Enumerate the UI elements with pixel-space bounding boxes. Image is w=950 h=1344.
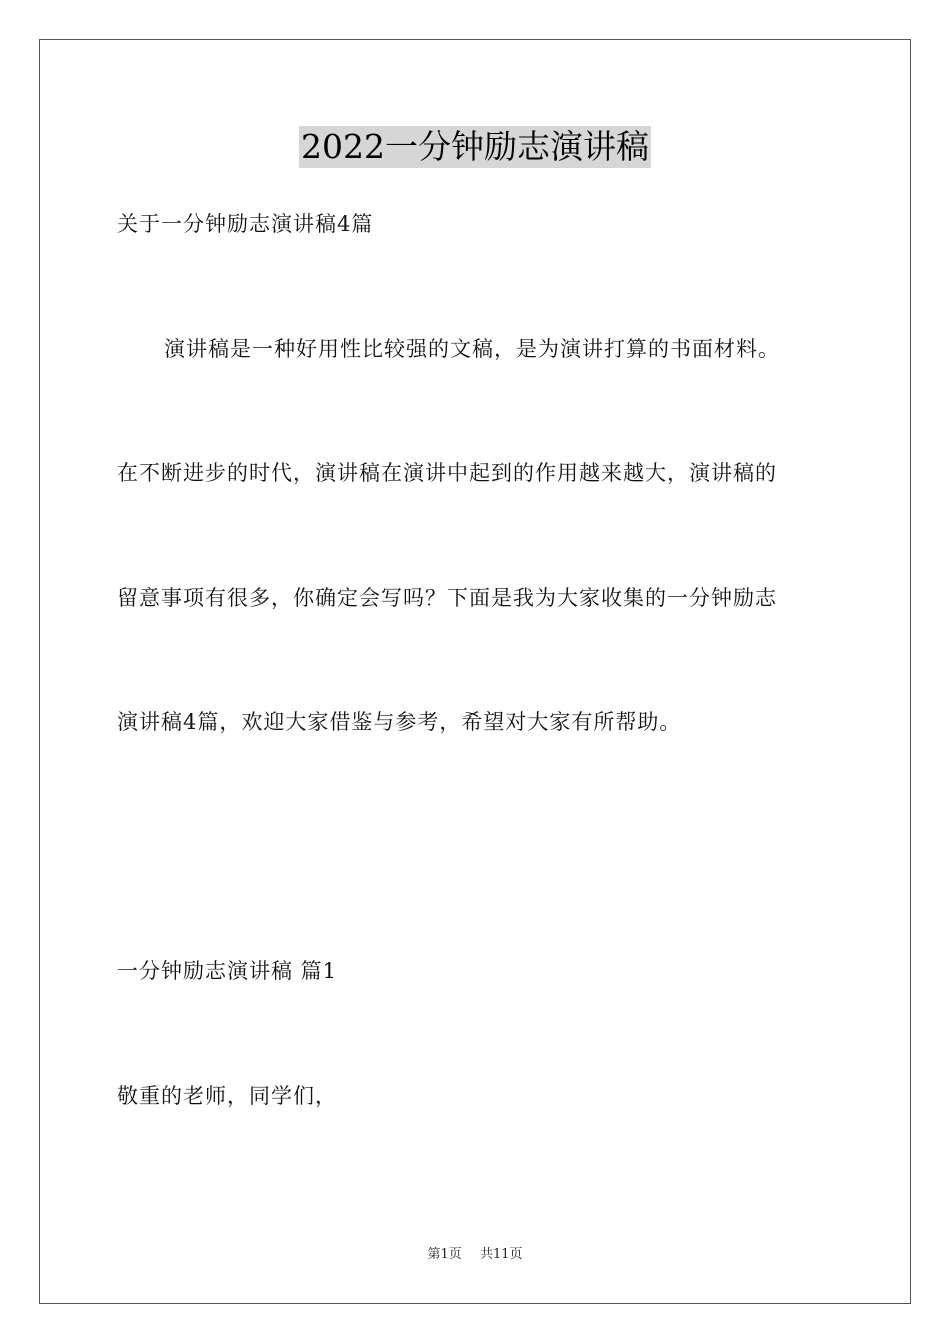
- paragraph-line-4: 演讲稿4篇，欢迎大家借鉴与参考，希望对大家有所帮助。: [117, 710, 682, 734]
- page-number-total: 共11页: [479, 1247, 523, 1262]
- greeting-line: 敬重的老师，同学们，: [117, 1084, 337, 1108]
- title-container: [0, 126, 950, 168]
- paragraph-line-2: 在不断进步的时代，演讲稿在演讲中起到的作用越来越大，演讲稿的: [117, 461, 777, 485]
- page-number-current: 第1页: [427, 1247, 462, 1262]
- document-title: 2022一分钟励志演讲稿: [301, 127, 649, 166]
- paragraph-line-1: 演讲稿是一种好用性比较强的文稿，是为演讲打算的书面材料。: [164, 337, 780, 361]
- paragraph-line-3: 留意事项有很多，你确定会写吗？下面是我为大家收集的一分钟励志: [117, 586, 777, 610]
- document-subtitle: 关于一分钟励志演讲稿4篇: [117, 212, 374, 236]
- section-heading: 一分钟励志演讲稿 篇1: [117, 959, 338, 983]
- page-footer: [0, 1246, 950, 1264]
